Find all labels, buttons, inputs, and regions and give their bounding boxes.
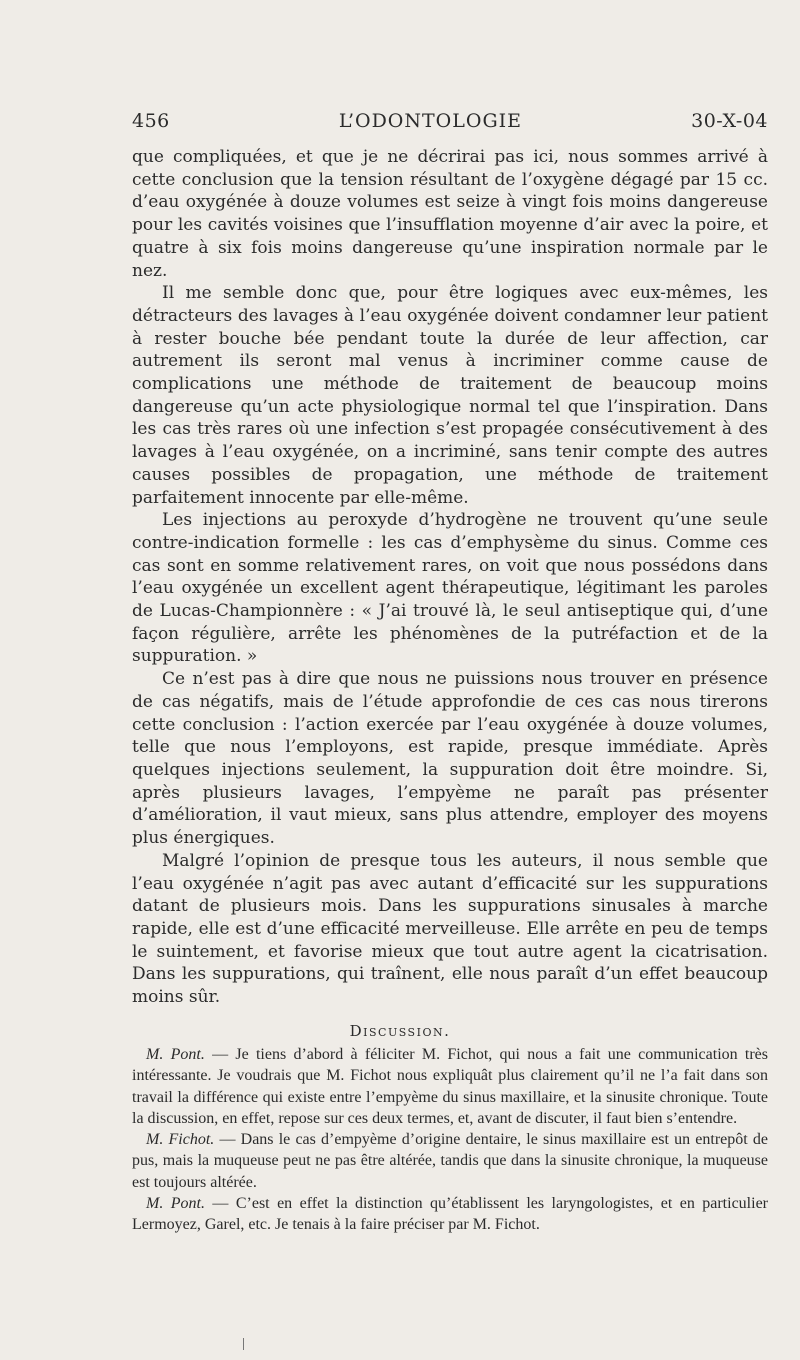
- speech-text: — Dans le cas d’empyème d’origine dentaire, le sinus maxillaire est un entrepôt de pus, mais la muqueuse peut ne pas être altérée, tandis que dans la sinusite chronique, la muqueuse est toujours altérée.: [132, 1131, 769, 1191]
- paragraph: Il me semble donc que, pour être logiques avec eux-mêmes, les détracteurs des lavages à l’eau oxygénée doivent condamner leur patient à rester bouche bée pendant toute la durée de leur affection, car autrement ils seront mal venus à incriminer comme cause de complications une méthode de traitement de beaucoup moins dangereuse qu’un acte physiologique normal tel que l’inspiration. Dans les cas très rares où une infection s’est propagée consécutivement à des lavages à l’eau oxygénée, on a incriminé, sans tenir compte des autres causes possibles de propagation, une méthode de traitement parfaitement innocente par elle-même.: [132, 283, 768, 508]
- paragraph: Ce n’est pas à dire que nous ne puissions nous trouver en présence de cas négatifs, mais de l’étude approfondie de ces cas nous tirerons cette conclusion : l’action exercée par l’eau oxygénée à douze volumes, telle que nous l’employons, est rapide, presque immédiate. Après quelques injections seulement, la suppuration doit être moindre. Si, après plusieurs lavages, l’empyème ne paraît pas présenter d’amélioration, il vaut mieux, sans plus attendre, employer des moyens plus énergiques.: [132, 669, 768, 849]
- discussion-section: [132, 1044, 768, 1236]
- body-text: [132, 146, 768, 1009]
- paragraph: Les injections au peroxyde d’hydrogène ne trouvent qu’une seule contre-indication formelle : les cas d’emphysème du sinus. Comme ces cas sont en somme relativement rares, on voit que nous possédons dans l’eau oxygénée un excellent agent thérapeutique, légitimant les paroles de Lucas-Championnère : « J’ai trouvé là, le seul antiseptique qui, d’une façon régulière, arrête les phénomènes de la putréfaction et de la suppuration. »: [132, 510, 768, 667]
- speaker-name: M. Pont.: [146, 1046, 205, 1063]
- running-header: [132, 110, 768, 132]
- paragraph: que compliquées, et que je ne décrirai pas ici, nous sommes arrivé à cette conclusion que la tension résultant de l’oxygène dégagé par 15 cc. d’eau oxygénée à douze volumes est seize à vingt fois moins dangereuse pour les cavités voisines que l’insufflation moyenne d’air avec la poire, et quatre à six fois moins dangereuse qu’une inspiration normale par le nez.: [132, 147, 768, 281]
- discussion-entry: [132, 1129, 768, 1193]
- discussion-entry: [132, 1193, 768, 1236]
- print-mark: [243, 1338, 244, 1350]
- journal-title: L’ODONTOLOGIE: [338, 110, 522, 132]
- speech-text: — Je tiens d’abord à féliciter M. Fichot, qui nous a fait une communication très intéressante. Je voudrais que M. Fichot nous expliquât plus clairement qu’il ne l’a fait dans son travail la différence qui existe entre l’empyème du sinus maxillaire, et la sinusite chronique. Toute la discussion, en effet, repose sur ces deux termes, et, avant de discuter, il faut bien s’entendre.: [132, 1046, 769, 1127]
- speaker-name: M. Pont.: [146, 1195, 205, 1213]
- paragraph: Malgré l’opinion de presque tous les auteurs, il nous semble que l’eau oxygénée n’agit pas avec autant d’efficacité sur les suppurations datant de plusieurs mois. Dans les suppurations sinusales à marche rapide, elle est d’une efficacité merveilleuse. Elle arrête en peu de temps le suintement, et favorise mieux que tout autre agent la cicatrisation. Dans les suppurations, qui traînent, elle nous paraît d’un effet beaucoup moins sûr.: [132, 850, 768, 1008]
- discussion-heading: Discussion.: [349, 1022, 451, 1040]
- discussion-entry: [132, 1044, 768, 1129]
- issue-date: 30-X-04: [691, 110, 768, 132]
- speaker-name: M. Fichot.: [146, 1131, 215, 1149]
- page-number: 456: [132, 110, 170, 132]
- speech-text: — C’est en effet la distinction qu’établissent les laryngologistes, et en particulier Lermoyez, Garel, etc. Je tenais à la faire préciser par M. Fichot.: [132, 1195, 768, 1234]
